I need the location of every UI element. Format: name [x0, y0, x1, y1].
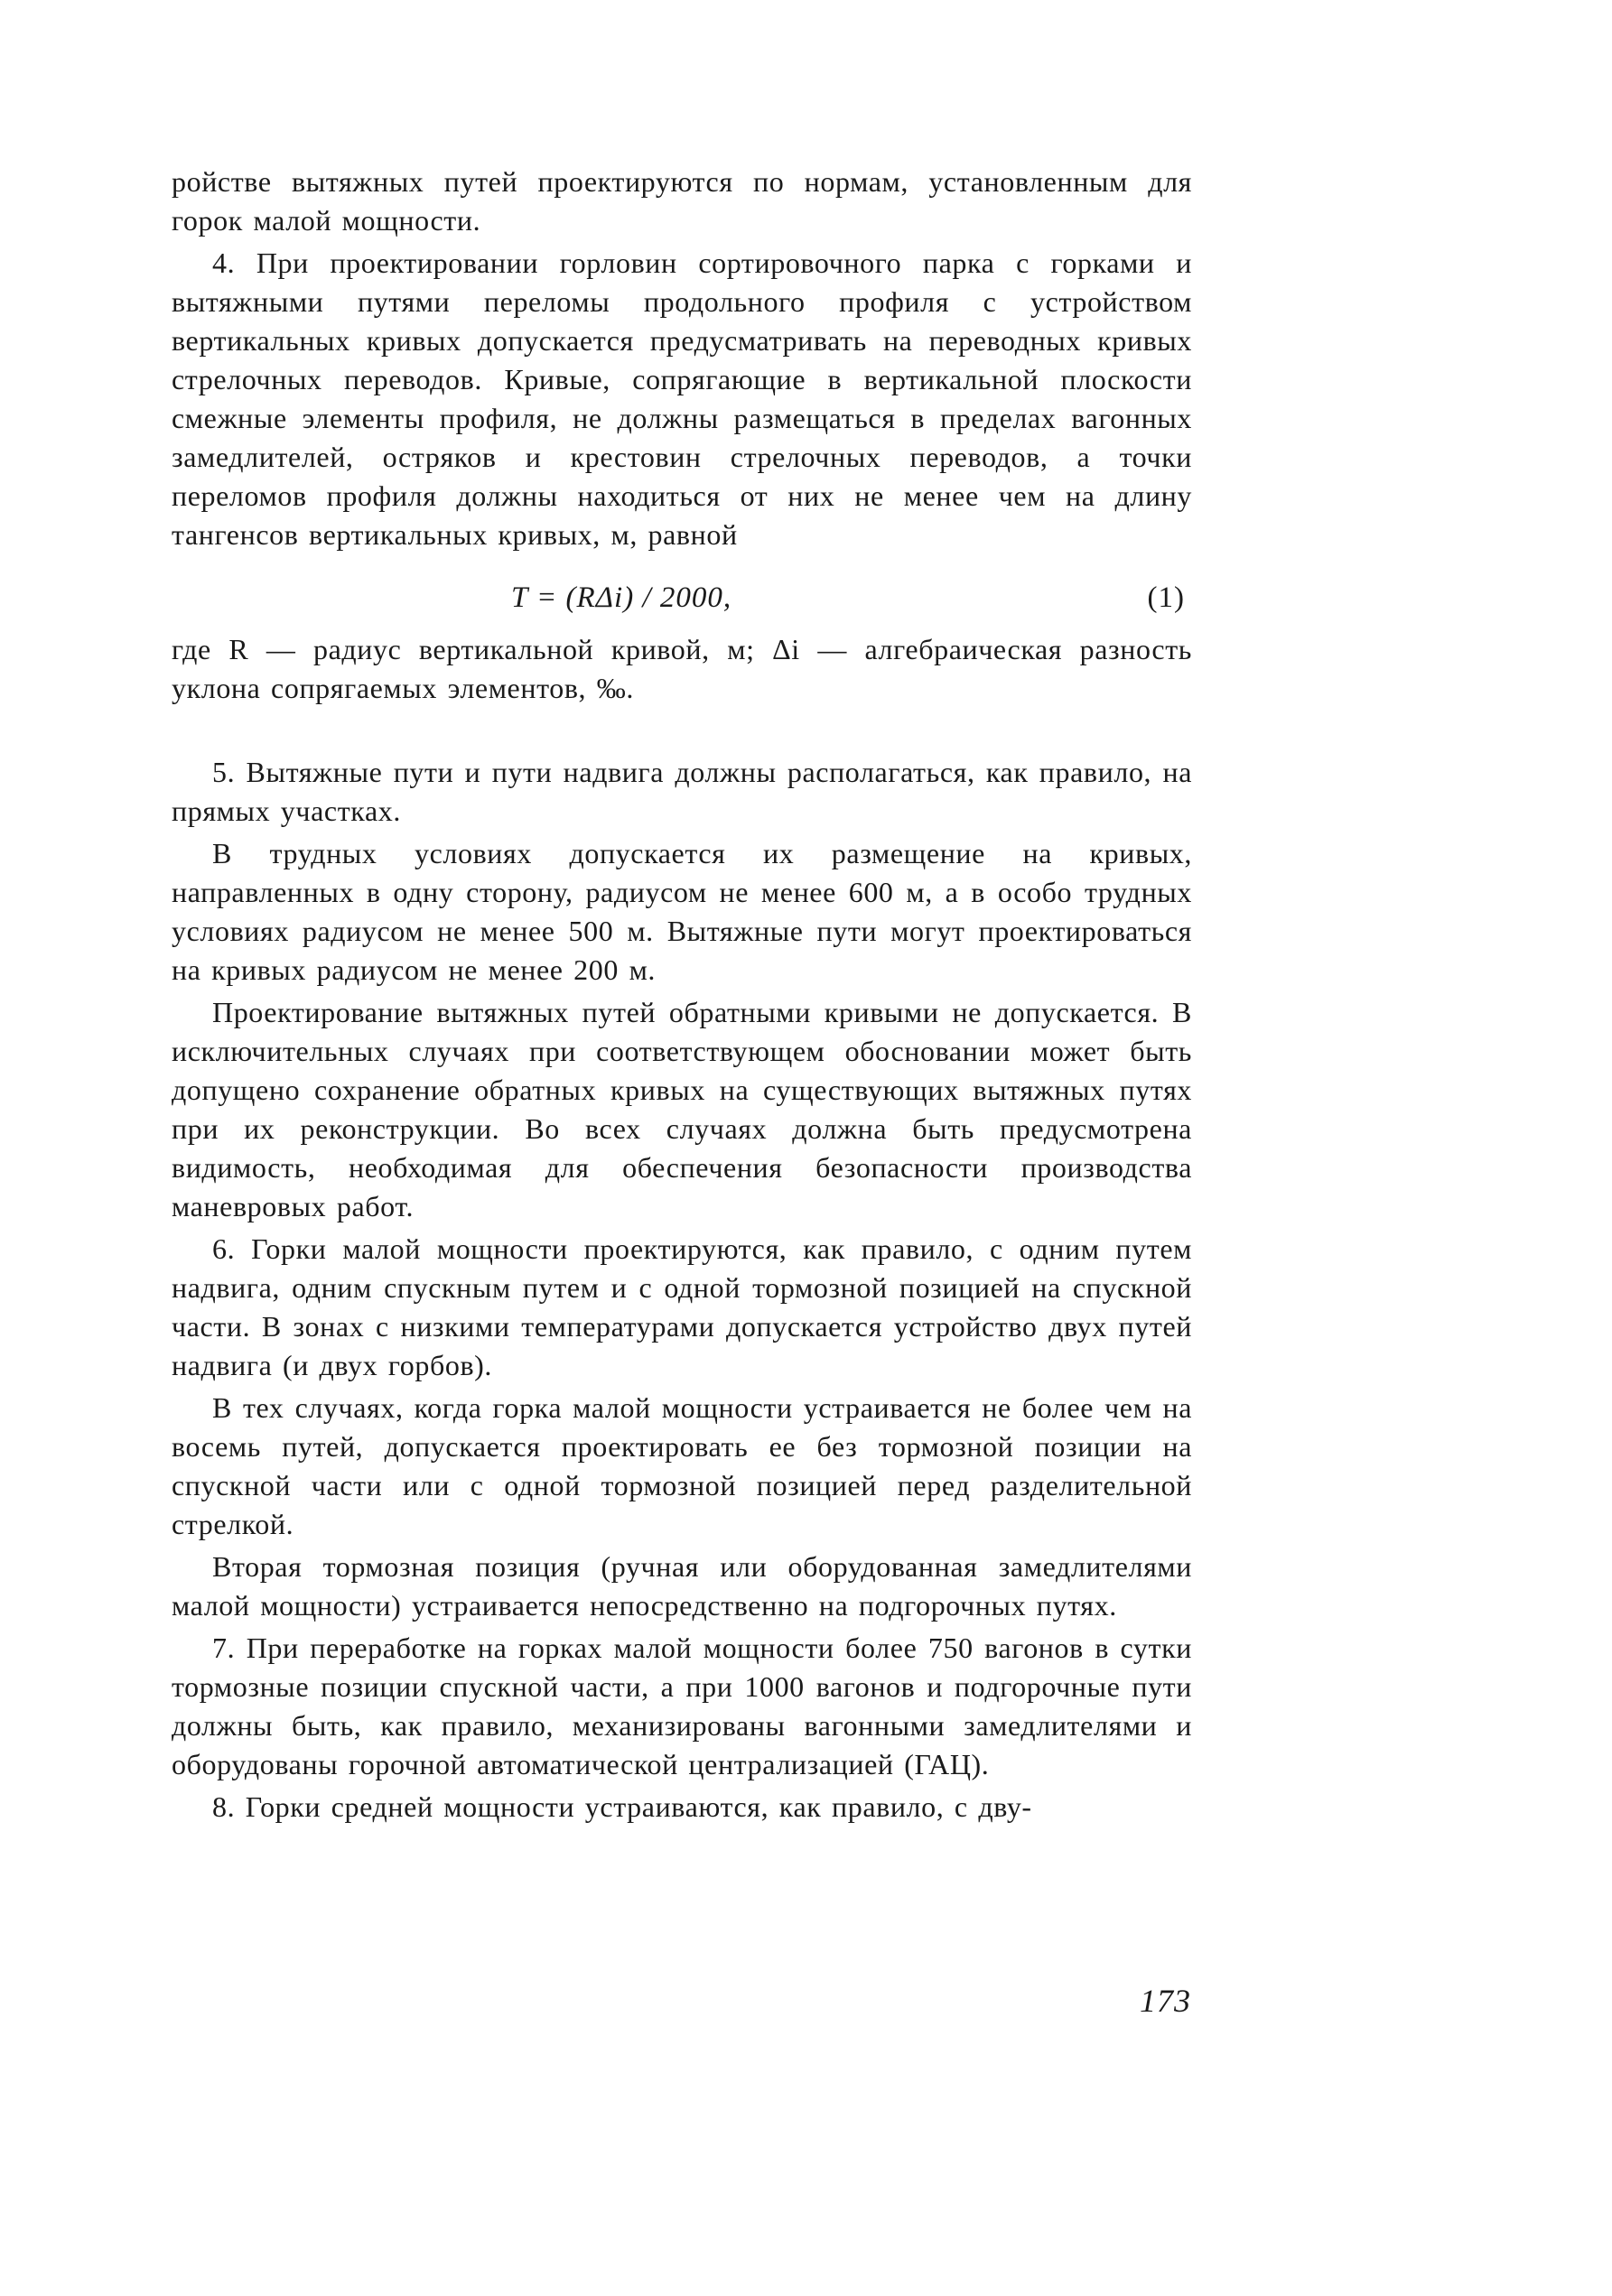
paragraph-item-4: 4. При проектировании горловин сортировочного парка с горками и вытяжными путями переломы продольного профиля с устройством вертикальных кривых допускается предусматривать на переводных кривых стрелочных переводов. Кривые, сопрягающие в вертикальной плоскости смежные элементы профиля, не должны размещаться в пределах вагонных замедлителей, остряков и крестовин стрелочных переводов, а точки переломов профиля должны находиться от них не менее чем на длину тангенсов вертикальных кривых, м, равной [172, 246, 1192, 551]
formula-row [172, 578, 1192, 627]
page-number: 173 [1140, 1983, 1191, 2019]
paragraph-item-5: 5. Вытяжные пути и пути надвига должны располагаться, как правило, на прямых участках. [172, 756, 1192, 827]
paragraph-item-6: 6. Горки малой мощности проектируются, как правило, с одним путем надвига, одним спускным путем и с одной тормозной позицией на спускной части. В зонах с низкими температурами допускается устройство двух путей надвига (и двух горбов). [172, 1232, 1192, 1381]
formula-number: (1) [1147, 581, 1185, 614]
paragraph-curves: В трудных условиях допускается их размещение на кривых, направленных в одну сторону, радиусом не менее 600 м, а в особо трудных условиях радиусом не менее 500 м. Вытяжные пути могут проектироваться на кривых радиусом не менее 200 м. [172, 837, 1192, 986]
paragraph-eight-tracks: В тех случаях, когда горка малой мощности устраивается не более чем на восемь путей, допускается проектировать ее без тормозной позиции на спускной части или с одной тормозной позицией перед разделительной стрелкой. [172, 1391, 1192, 1540]
formula-note: где R — радиус вертикальной кривой, м; Δi — алгебраическая разность уклона сопрягаемых элементов, ‰. [172, 633, 1192, 704]
formula: T = (RΔi) / 2000, [511, 581, 732, 614]
section-gap [172, 711, 1192, 753]
paragraph-second-brake: Вторая тормозная позиция (ручная или оборудованная замедлителями малой мощности) устраивается непосредственно на подгорочных путях. [172, 1550, 1192, 1622]
paragraph-item-8: 8. Горки средней мощности устраиваются, как правило, с дву- [212, 1790, 1032, 1823]
paragraph-continuation: ройстве вытяжных путей проектируются по нормам, установленным для горок малой мощности. [172, 165, 1192, 237]
page-body [172, 163, 1192, 1830]
paragraph-reverse-curves: Проектирование вытяжных путей обратными кривыми не допускается. В исключительных случаях при соответствующем обосновании может быть допущено сохранение обратных кривых на существующих вытяжных путях при их реконструкции. Во всех случаях должна быть предусмотрена видимость, необходимая для обеспечения безопасности производства маневровых работ. [172, 996, 1192, 1222]
paragraph-item-7: 7. При переработке на горках малой мощности более 750 вагонов в сутки тормозные позиции спускной части, а при 1000 вагонов и подгорочные пути должны быть, как правило, механизированы вагонными замедлителями и оборудованы горочной автоматической централизацией (ГАЦ). [172, 1631, 1192, 1780]
